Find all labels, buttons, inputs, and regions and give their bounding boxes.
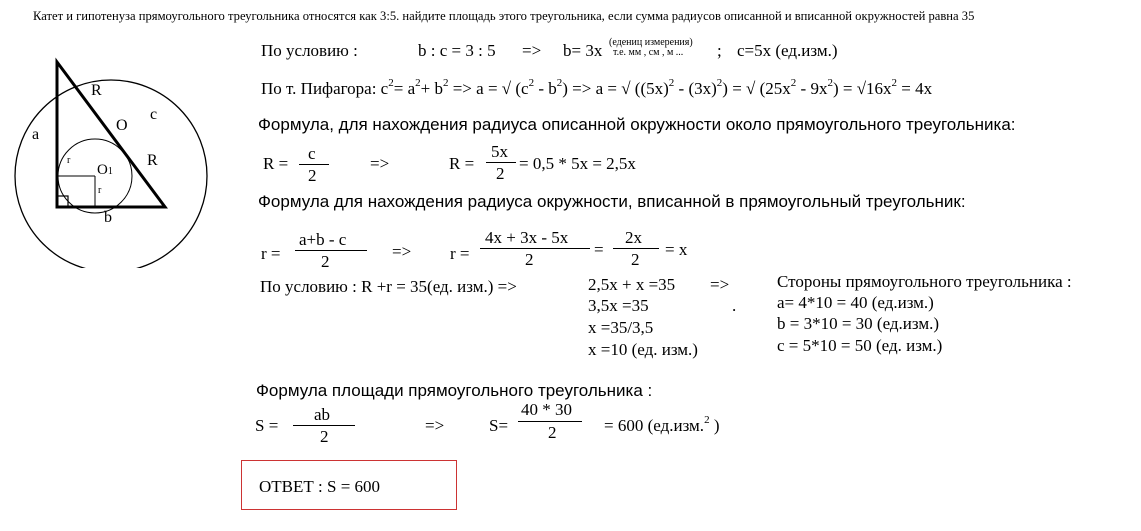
fraction-bar [299, 164, 329, 165]
fraction-bar [293, 425, 355, 426]
arrow: => [425, 416, 445, 435]
label-R-bottom: R [147, 152, 158, 169]
semicolon: ; [717, 41, 722, 60]
answer-text: ОТВЕТ : S = 600 [259, 477, 381, 496]
formula-R-rhs: = 0,5 * 5x = 2,5x [519, 154, 636, 173]
formula-r-lhs: r = [261, 244, 281, 263]
ratio-text: b : c = 3 : 5 [418, 41, 496, 60]
formula-r-lhs2: r = [450, 244, 470, 263]
condition-step3: x =35/3,5 [588, 318, 654, 337]
side-a: a= 4*10 = 40 (ед.изм.) [777, 293, 934, 312]
label-O: O [116, 117, 128, 134]
label-c: c [150, 106, 158, 123]
formula-r-den2: 2 [525, 250, 534, 269]
arrow: => [710, 275, 730, 294]
label-O1: O1 [97, 162, 113, 178]
unit-note-2: т.е. мм , см , м ... [613, 47, 684, 58]
formula-r-den: 2 [321, 252, 330, 271]
arrow: => [370, 154, 390, 173]
problem-title: Катет и гипотенуза прямоугольного треугольника относятся как 3:5. найдите площадь этого треугольника, если сумма радиусов описанной и вписанной окружностей равна 35 [33, 9, 975, 23]
formula-r-den3: 2 [631, 250, 640, 269]
formula-r-num3: 2x [625, 228, 642, 247]
heading-inradius: Формула для нахождения радиуса окружности, вписанной в прямоугольный треугольник: [258, 192, 966, 211]
formula-r-num2: 4x + 3x - 5x [485, 228, 569, 247]
formula-R-den2: 2 [496, 164, 505, 183]
b-eq: b= 3x [563, 41, 603, 60]
formula-S-num: ab [314, 405, 331, 424]
formula-r-num: a+b - c [299, 230, 347, 249]
formula-r-eq: = [594, 240, 604, 259]
fraction-bar [518, 421, 582, 422]
formula-S-lhs: S = [255, 416, 279, 435]
cond-label: По условию : [261, 41, 358, 60]
triangle-diagram [0, 28, 240, 268]
label-r-left: r [67, 155, 71, 166]
side-c: c = 5*10 = 50 (ед. изм.) [777, 336, 943, 355]
fraction-bar [480, 248, 590, 249]
sides-title: Стороны прямоугольного треугольника : [777, 272, 1072, 291]
arrow: => [392, 242, 412, 261]
heading-circumradius: Формула, для нахождения радиуса описанной окружности около прямоугольного треугольника: [258, 115, 1016, 134]
label-R-top: R [91, 82, 102, 99]
right-triangle [57, 62, 165, 207]
condition-label: По условию : R +r = 35(ед. изм.) => [260, 277, 517, 296]
label-a: a [32, 126, 40, 143]
fraction-bar [295, 250, 367, 251]
pythagoras-line: По т. Пифагора: $c^2= a^2+ b^2 => a$ = √ $(c^2 - b^2) => a$ = √ $((5x)^2 - (3x)^2)$ = √ $(25x^2 - 9x^2) = √16x^2 = 4x$ [261, 77, 933, 98]
formula-S-num2: 40 * 30 [521, 400, 572, 419]
formula-S-den2: 2 [548, 423, 557, 442]
fraction-bar [613, 248, 659, 249]
label-b: b [104, 209, 112, 226]
formula-R-lhs2: R = [449, 154, 475, 173]
right-angle-mark [57, 196, 68, 207]
arrow: => [522, 41, 542, 60]
side-b: b = 3*10 = 30 (ед.изм.) [777, 314, 940, 333]
unit-note-1: (едениц измерения) [609, 37, 693, 48]
formula-r-rhs: = x [665, 240, 688, 259]
label-r-right: r [98, 185, 102, 196]
formula-S-den: 2 [320, 427, 329, 446]
condition-dot: . [732, 296, 737, 315]
condition-step1: 2,5x + x =35 [588, 275, 676, 294]
formula-R-num2: 5x [491, 142, 508, 161]
formula-S-rhs: = 600 (ед.изм.$^2$ ) [604, 414, 720, 435]
formula-R-num: c [308, 144, 316, 163]
formula-R-den: 2 [308, 166, 317, 185]
formula-S-lhs2: S= [489, 416, 509, 435]
fraction-bar [486, 162, 516, 163]
condition-step4: x =10 (ед. изм.) [588, 340, 698, 359]
c-eq: c=5x (ед.изм.) [737, 41, 838, 60]
heading-area: Формула площади прямоугольного треугольника : [256, 381, 653, 400]
condition-step2: 3,5x =35 [588, 296, 649, 315]
formula-R-lhs: R = [263, 154, 289, 173]
